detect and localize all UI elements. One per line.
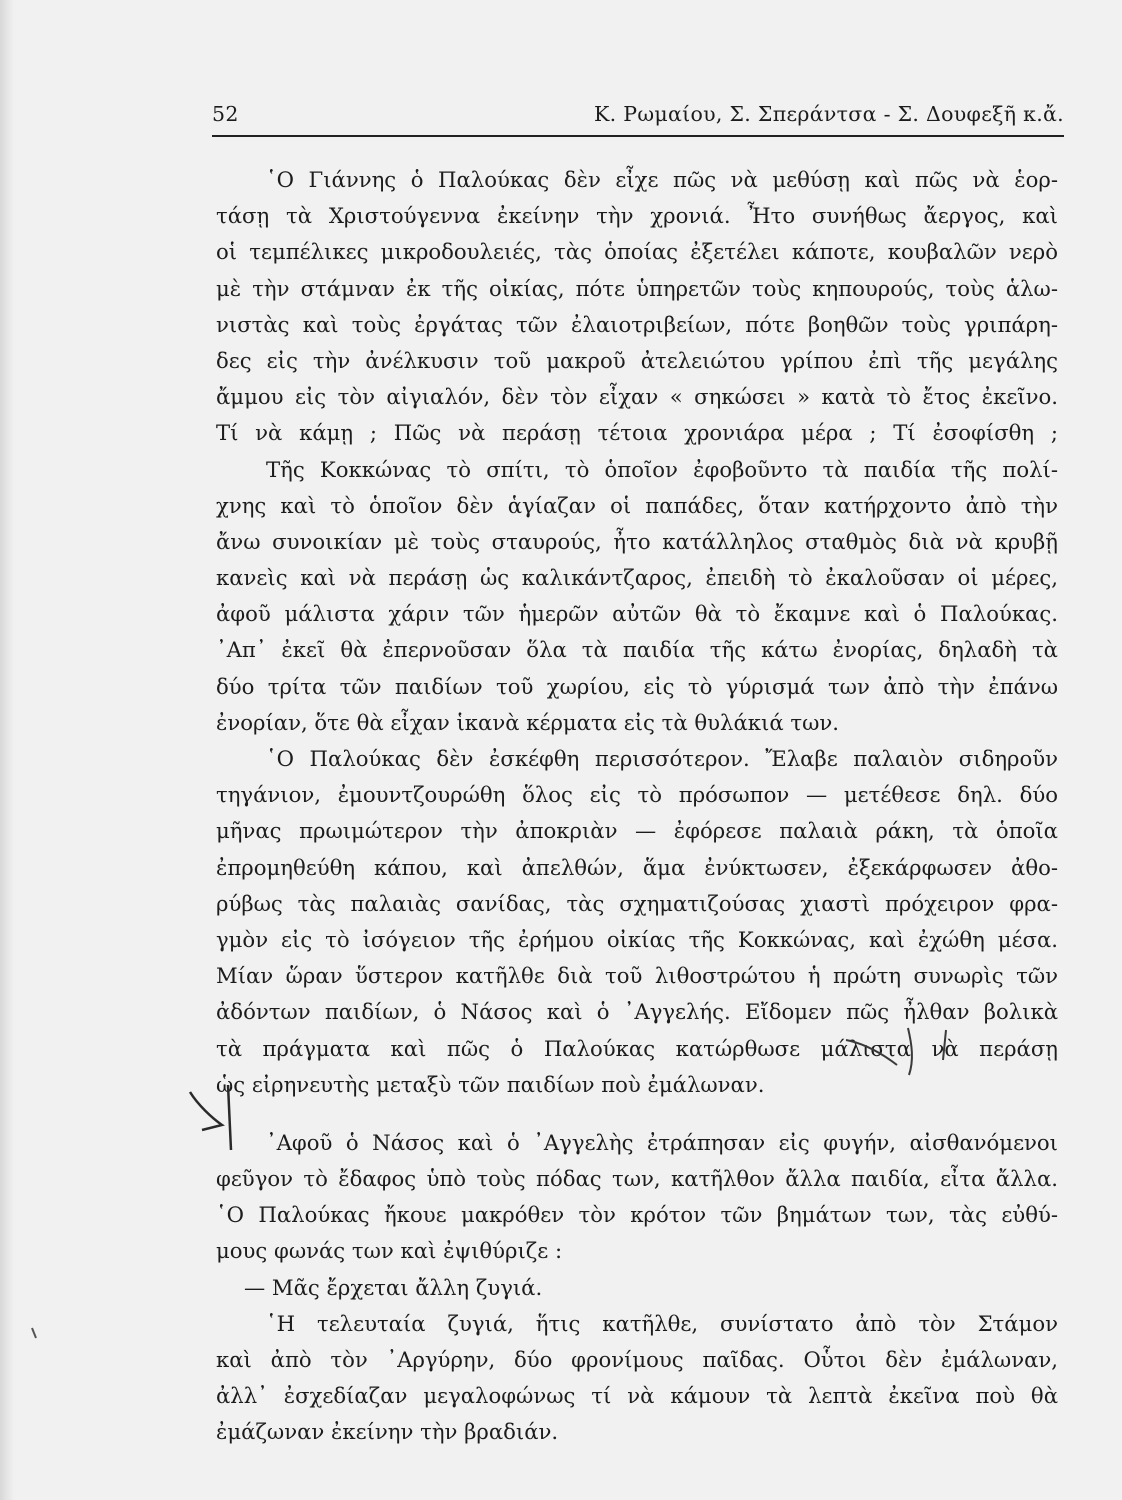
page-number: 52 — [212, 102, 239, 126]
text-line: γμὸν εἰς τὸ ἰσόγειον τῆς ἐρήμου οἰκίας τῆς Κοκκώνας, καὶ ἐχώθη μέσα. — [216, 926, 1058, 952]
text-line: δύο τρίτα τῶν παιδίων τοῦ χωρίου, εἰς τὸ γύρισμά των ἀπὸ τὴν ἐπάνω — [216, 673, 1058, 699]
text-line: — Μᾶς ἔρχεται ἄλλη ζυγιά. — [244, 1274, 543, 1300]
text-line: ρύβως τὰς παλαιὰς σανίδας, τὰς σχηματιζούσας χιαστὶ πρόχειρον φρα- — [216, 890, 1058, 916]
text-line: κανεὶς καὶ νὰ περάσῃ ὡς καλικάντζαρος, ἐπειδὴ τὸ ἐκαλοῦσαν οἱ μέρες, — [216, 565, 1058, 591]
text-line: Τί νὰ κάμῃ ; Πῶς νὰ περάσῃ τέτοια χρονιάρα μέρα ; Τί ἐσοφίσθη ; — [216, 420, 1058, 446]
text-line: ῾Ο Γιάννης ὁ Παλούκας δὲν εἶχε πῶς νὰ μεθύσῃ καὶ πῶς νὰ ἑορ- — [266, 167, 1058, 192]
text-line: ἄμμου εἰς τὸν αἰγιαλόν, δὲν τὸν εἶχαν « σηκώσει » κατὰ τὸ ἔτος ἐκεῖνο. — [216, 384, 1058, 410]
body-text — [216, 162, 1058, 1451]
text-line: ῾Ο Παλούκας ἤκουε μακρόθεν τὸν κρότον τῶν βημάτων των, τὰς εὐθύ- — [216, 1202, 1058, 1228]
paragraph — [216, 1306, 1058, 1451]
text-line: μῆνας πρωιμώτερον τὴν ἀποκριὰν — ἐφόρεσε παλαιὰ ράκη, τὰ ὁποῖα — [216, 818, 1058, 844]
text-line: οἱ τεμπέλικες μικροδουλειές, τὰς ὁποίας ἐξετέλει κάποτε, κουβαλῶν νερὸ — [216, 239, 1058, 265]
section-gap — [216, 1103, 1058, 1125]
page-gutter-shadow — [0, 0, 14, 1500]
paragraph — [216, 741, 1058, 1103]
text-line: καὶ ἀπὸ τὸν ᾿Αργύρην, δύο φρονίμους παῖδας. Οὗτοι δὲν ἐμάλωναν, — [216, 1347, 1058, 1372]
text-line: ἐνορίαν, ὅτε θὰ εἶχαν ἱκανὰ κέρματα εἰς τὰ θυλάκιά των. — [216, 709, 839, 735]
pencil-mark — [32, 1328, 36, 1338]
text-line: μὲ τὴν στάμναν ἐκ τῆς οἰκίας, πότε ὑπηρετῶν τοὺς κηπουρούς, τοὺς ἁλω- — [216, 275, 1058, 301]
text-line: φεῦγον τὸ ἔδαφος ὑπὸ τοὺς πόδας των, κατῆλθον ἄλλα παιδία, εἶτα ἄλλα. — [216, 1166, 1058, 1192]
page-header — [212, 102, 1064, 132]
dialogue-line — [216, 1270, 1058, 1306]
text-line: ᾿Απ᾿ ἐκεῖ θὰ ἐπερνοῦσαν ὅλα τὰ παιδία τῆς κάτω ἐνορίας, δηλαδὴ τὰ — [216, 637, 1058, 663]
text-line: ἄνω συνοικίαν μὲ τοὺς σταυρούς, ἦτο κατάλληλος σταθμὸς διὰ νὰ κρυβῇ — [216, 528, 1058, 554]
header-rule — [212, 135, 1064, 137]
text-line: νιστὰς καὶ τοὺς ἐργάτας τῶν ἐλαιοτριβείων, πότε βοηθῶν τοὺς γριπάρη- — [216, 311, 1058, 337]
text-line: ὡς εἰρηνευτὴς μεταξὺ τῶν παιδίων ποὺ ἐμάλωναν. — [216, 1071, 765, 1097]
text-line: Τῆς Κοκκώνας τὸ σπίτι, τὸ ὁποῖον ἐφοβοῦντο τὰ παιδία τῆς πολί- — [266, 456, 1058, 482]
text-line: ἀφοῦ μάλιστα χάριν τῶν ἡμερῶν αὐτῶν θὰ τὸ ἔκαμνε καὶ ὁ Παλούκας. — [216, 601, 1058, 627]
text-line: μους φωνάς των καὶ ἐψιθύριζε : — [216, 1238, 563, 1264]
running-head: Κ. Ρωμαίου, Σ. Σπεράντσα - Σ. Δουφεξῆ κ.ἄ. — [594, 102, 1064, 126]
text-line: δες εἰς τὴν ἀνέλκυσιν τοῦ μακροῦ ἀτελειώτου γρίπου ἐπὶ τῆς μεγάλης — [216, 347, 1058, 373]
text-line: ἐμάζωναν ἐκείνην τὴν βραδιάν. — [216, 1419, 559, 1445]
text-line: ἀλλ᾿ ἐσχεδίαζαν μεγαλοφώνως τί νὰ κάμουν τὰ λεπτὰ ἐκεῖνα ποὺ θὰ — [216, 1383, 1058, 1409]
text-line: ἀδόντων παιδίων, ὁ Νάσος καὶ ὁ ᾿Αγγελής. Εἴδομεν πῶς ἦλθαν βολικὰ — [216, 999, 1058, 1025]
text-line: ἐπρομηθεύθη κάπου, καὶ ἀπελθών, ἅμα ἐνύκτωσεν, ἐξεκάρφωσεν ἀθο- — [216, 854, 1058, 880]
paragraph — [216, 162, 1058, 452]
text-line: ῾Ο Παλούκας δὲν ἐσκέφθη περισσότερον. Ἔλαβε παλαιὸν σιδηροῦν — [266, 746, 1058, 771]
paragraph — [216, 452, 1058, 742]
text-line: τὰ πράγματα καὶ πῶς ὁ Παλούκας κατώρθωσε μάλιστα νὰ περάσῃ — [216, 1035, 1058, 1061]
text-line: χνης καὶ τὸ ὁποῖον δὲν ἁγίαζαν οἱ παπάδες, ὅταν κατήρχοντο ἀπὸ τὴν — [216, 492, 1058, 518]
text-line: Μίαν ὥραν ὕστερον κατῆλθε διὰ τοῦ λιθοστρώτου ἡ πρώτη συνωρὶς τῶν — [216, 963, 1058, 989]
paragraph — [216, 1125, 1058, 1270]
text-line: ῾Η τελευταία ζυγιά, ἥτις κατῆλθε, συνίστατο ἀπὸ τὸν Στάμον — [266, 1310, 1058, 1336]
text-line: τάσῃ τὰ Χριστούγεννα ἐκείνην τὴν χρονιά. Ἦτο συνήθως ἄεργος, καὶ — [216, 203, 1058, 229]
text-line: τηγάνιον, ἐμουντζουρώθη ὅλος εἰς τὸ πρόσωπον — μετέθεσε δηλ. δύο — [216, 782, 1058, 808]
text-line: ᾿Αφοῦ ὁ Νάσος καὶ ὁ ᾿Αγγελὴς ἐτράπησαν εἰς φυγήν, αἰσθανόμενοι — [266, 1129, 1058, 1155]
